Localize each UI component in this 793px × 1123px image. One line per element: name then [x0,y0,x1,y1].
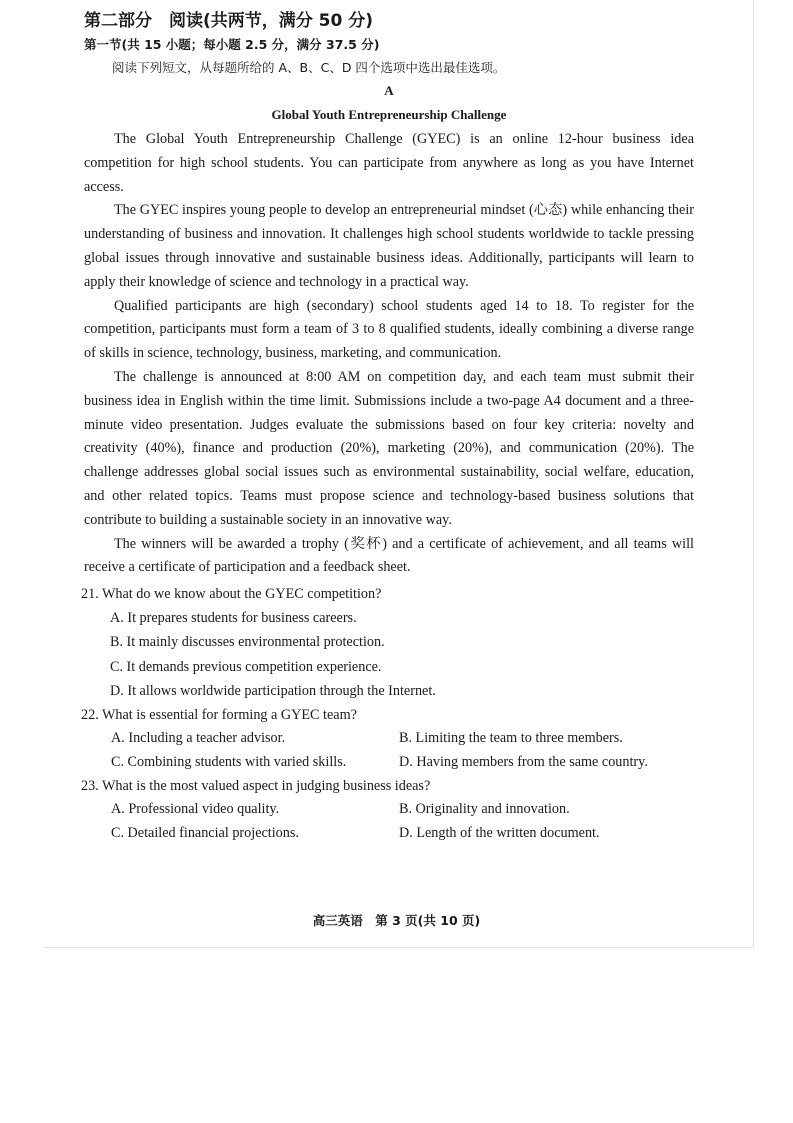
passage-paragraph-3: Qualified participants are high (secondary) school students aged 14 to 18. To register for the competition, participants must form a team of 3 to 8 qualified students, ideally combining a diverse range of skills in science, technology, business, marketing, and communication. [84,297,694,362]
question-stem: 22. What is essential for forming a GYEC team? [81,706,357,723]
option-a[interactable]: A. Professional video quality. [111,801,280,818]
question-stem: 21. What do we know about the GYEC competition? [81,586,382,603]
option-list [84,606,694,703]
option-d[interactable]: D. Having members from the same country. [399,753,648,770]
option-b[interactable]: B. It mainly discusses environmental protection. [110,634,385,651]
passage-paragraph-5: The winners will be awarded a trophy (奖杯) and a certificate of achievement, and all teams will receive a certificate of participation and a feedback sheet. [84,535,694,576]
option-c[interactable]: C. Combining students with varied skills. [111,753,347,770]
section-title: 第一节(共 15 小题；每小题 2.5 分，满分 37.5 分) [84,37,380,52]
passage-paragraph-4: The challenge is announced at 8:00 AM on competition day, and each team must submit their business idea in English within the time limit. Submissions include a two-page A4 document and a three-minute video presentation. Judges evaluate the submissions based on four key criteria: novelty and creativity (40%), finance and production (20%), marketing (20%), and communication (20%). The challenge addresses global social issues such as environmental sustainability, social welfare, education, and other related topics. Teams must propose science and technology-based business solutions that contribute to building a sustainable society in an innovative way. [84,368,694,528]
passage-title: Global Youth Entrepreneurship Challenge [271,107,507,122]
exam-content [81,8,694,845]
question-list [81,582,694,845]
question-22 [81,703,694,774]
option-d[interactable]: D. It allows worldwide participation through the Internet. [110,682,436,699]
option-a[interactable]: A. It prepares students for business careers. [110,610,357,627]
passage-paragraph-1: The Global Youth Entrepreneurship Challenge (GYEC) is an online 12-hour business idea competition for high school students. You can participate from anywhere as long as you have Internet access. [84,131,694,195]
part-title: 第二部分 阅读(共两节，满分 50 分) [84,11,374,31]
question-21 [81,582,694,703]
option-b[interactable]: B. Originality and innovation. [399,801,570,818]
passage-body [84,128,694,580]
passage-paragraph-2: The GYEC inspires young people to develop an entrepreneurial mindset (心态) while enhancing their understanding of business and innovation. It challenges high school students worldwide to tackle pressing global issues through innovative and sustainable business ideas. Additionally, participants will learn to apply their knowledge of science and technology in a practical way. [84,202,694,290]
instruction-text: 阅读下列短文，从每题所给的 A、B、C、D 四个选项中选出最佳选项。 [112,60,506,75]
option-b[interactable]: B. Limiting the team to three members. [399,729,623,746]
option-d[interactable]: D. Length of the written document. [399,824,600,841]
option-c[interactable]: C. It demands previous competition experience. [110,658,382,675]
question-stem: 23. What is the most valued aspect in judging business ideas? [81,778,431,795]
page-footer: 高三英语 第 3 页(共 10 页) [312,913,481,928]
question-23 [81,774,694,845]
option-c[interactable]: C. Detailed financial projections. [111,824,299,841]
option-grid [84,727,694,774]
option-a[interactable]: A. Including a teacher advisor. [111,729,286,746]
option-grid [84,798,694,845]
passage-letter: A [384,83,394,98]
